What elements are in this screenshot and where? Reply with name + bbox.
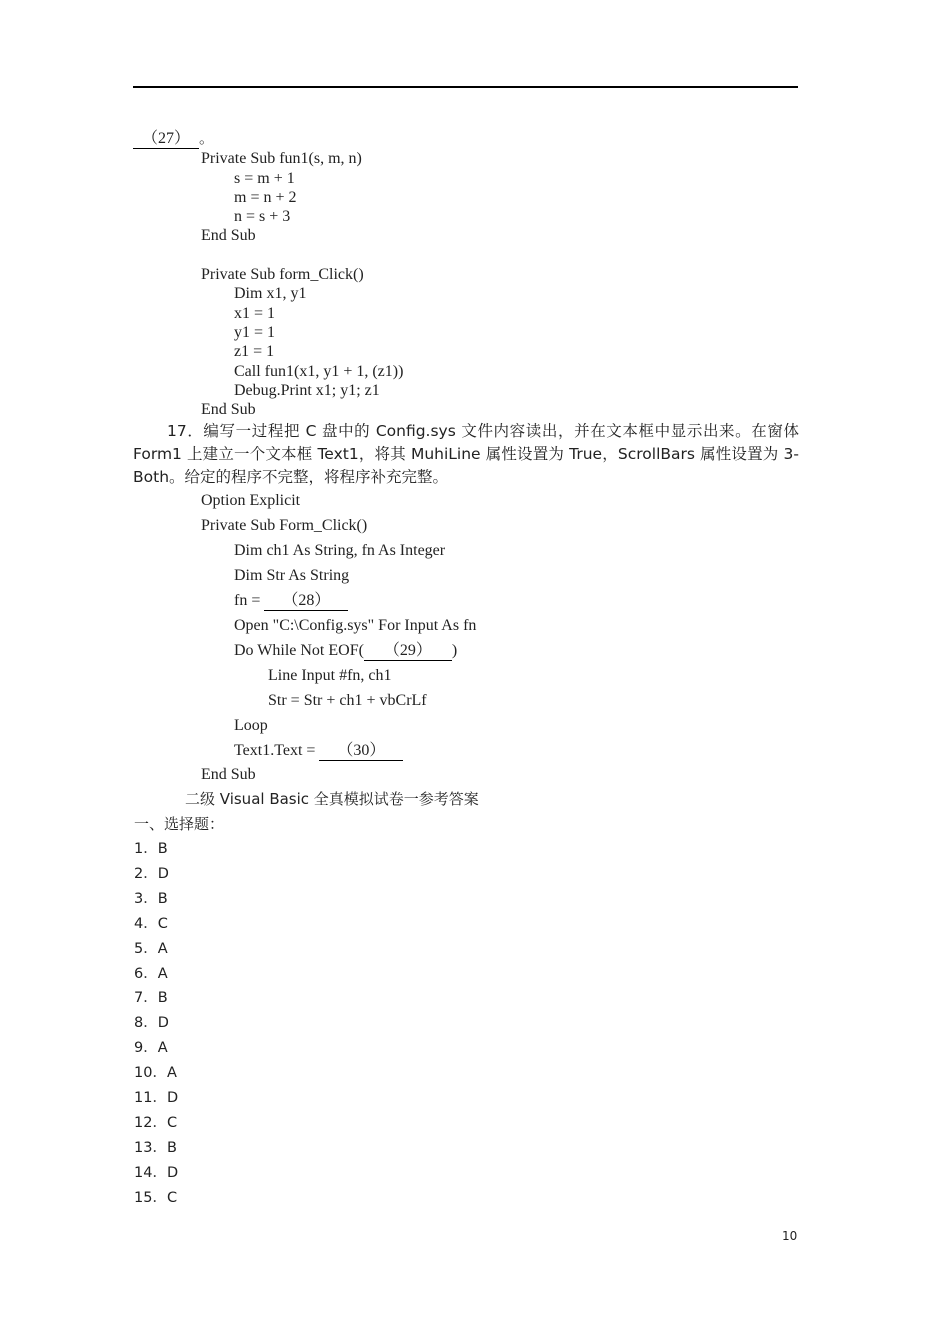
- answer-item: 1．B: [134, 841, 168, 857]
- code-text: fn =: [234, 592, 265, 609]
- code-text: Do While Not EOF(: [234, 642, 364, 659]
- code-line: Dim Str As String: [234, 567, 350, 584]
- blank-27: （27）: [133, 130, 199, 149]
- code-line: Loop: [234, 717, 268, 734]
- answers-title: 二级 Visual Basic 全真模拟试卷一参考答案: [185, 790, 479, 808]
- question-17-body: 17．编写一过程把 C 盘中的 Config.sys 文件内容读出，并在文本框中显示出来。在窗体 Form1 上建立一个文本框 Text1，将其 MuhiLine 属性设置为 True，ScrollBars 属性设置为 3-Both。给定的程序不完整，将程序补充完整。: [133, 422, 799, 486]
- code-line: Open "C:\Config.sys" For Input As fn: [234, 617, 477, 634]
- blank-27-line: [133, 128, 214, 149]
- blank-28: （28）: [264, 592, 348, 611]
- answer-item: 11．D: [134, 1090, 179, 1106]
- code-line: Line Input #fn, ch1: [268, 667, 392, 684]
- answer-item: 3．B: [134, 890, 168, 907]
- answer-item: 2．D: [134, 865, 169, 882]
- answer-item: 7．B: [134, 990, 168, 1007]
- blank-30: （30）: [319, 742, 403, 761]
- code-line: Str = Str + ch1 + vbCrLf: [268, 692, 427, 709]
- code-line: Dim ch1 As String, fn As Integer: [234, 542, 446, 559]
- code-line: Private Sub Form_Click(): [201, 517, 368, 534]
- code-line: n = s + 3: [234, 208, 291, 225]
- code-line-blank-29: [234, 641, 457, 661]
- code-line: Private Sub fun1(s, m, n): [201, 150, 362, 167]
- answer-item: 5．A: [134, 940, 168, 957]
- header-rule: [133, 86, 798, 88]
- code-line: x1 = 1: [234, 305, 276, 322]
- answer-item: 13．B: [134, 1139, 177, 1156]
- code-text: Text1.Text =: [234, 742, 320, 759]
- code-line-blank-30: [234, 741, 403, 761]
- code-line: s = m + 1: [234, 170, 295, 187]
- code-line: m = n + 2: [234, 189, 297, 206]
- blank-29: （29）: [364, 642, 452, 661]
- answer-item: 15．C: [134, 1189, 178, 1206]
- code-line: End Sub: [201, 401, 256, 418]
- code-text: ): [451, 642, 458, 659]
- answer-item: 4．C: [134, 915, 168, 932]
- code-line: Call fun1(x1, y1 + 1, (z1)): [234, 363, 404, 380]
- code-line: z1 = 1: [234, 343, 275, 360]
- question-17-text: [133, 420, 799, 489]
- answer-item: 12．C: [134, 1114, 178, 1131]
- answer-item: 14．D: [134, 1164, 179, 1181]
- page-number: 10: [782, 1229, 798, 1243]
- answer-item: 10．A: [134, 1065, 177, 1082]
- answer-item: 8．D: [134, 1015, 169, 1032]
- code-line-blank-28: [234, 591, 348, 611]
- answers-section-heading: 一、选择题：: [134, 815, 225, 833]
- answer-item: 9．A: [134, 1040, 168, 1057]
- code-line: End Sub: [201, 766, 256, 783]
- blank-27-period: 。: [199, 129, 215, 147]
- code-line: Private Sub form_Click(): [201, 266, 364, 283]
- code-line: Debug.Print x1; y1; z1: [234, 382, 380, 399]
- answer-item: 6．A: [134, 965, 168, 982]
- code-line: y1 = 1: [234, 324, 276, 341]
- code-line: Dim x1, y1: [234, 285, 307, 302]
- code-line: Option Explicit: [201, 492, 301, 509]
- code-line: End Sub: [201, 227, 256, 244]
